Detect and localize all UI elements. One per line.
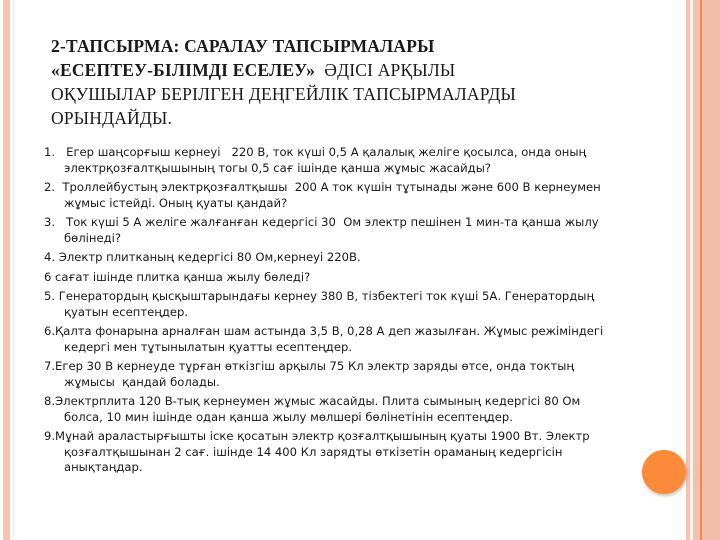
task-text-cont: анықтаңдар. xyxy=(64,460,143,474)
task-list xyxy=(44,145,664,480)
task-item-1 xyxy=(44,145,664,176)
decorative-orange-circle-icon xyxy=(642,450,686,494)
task-text-cont: жұмысы қандай болады. xyxy=(64,374,220,389)
task-item-5 xyxy=(44,289,664,320)
task-text-cont: қозғалтқышынан 2 сағ. ішінде 14 400 Кл зарядты өткізетін ораманың кедергісін xyxy=(64,444,563,459)
task-item-8 xyxy=(44,394,664,425)
task-text-cont: қуатын есептеңдер. xyxy=(64,304,189,319)
task-text: 8.Электрплита 120 В-тық кернеумен жұмыс жасайды. Плита сымының кедергісі 80 Ом xyxy=(44,394,581,408)
task-text-cont: жұмыс істейді. Оның қуаты қандай? xyxy=(64,195,288,210)
right-border-band xyxy=(702,0,720,540)
task-text: 1. Егер шаңсорғыш кернеуі 220 В, ток күші 0,5 А қалалық желіге қосылса, онда оның xyxy=(44,145,587,159)
task-text-cont: болса, 10 мин ішінде одан қанша жылу мөлшері бөлінетінін есептеңдер. xyxy=(64,409,513,424)
title-line-3: ОҚУШЫЛАР БЕРІЛГЕН ДЕҢГЕЙЛІК ТАПСЫРМАЛАРДЫ xyxy=(51,84,516,104)
task-item-2 xyxy=(44,180,664,211)
task-text-cont: кедергі мен тұтынылатын қуатты есептеңдер. xyxy=(64,339,353,354)
left-border-bar xyxy=(3,0,10,540)
task-item-7 xyxy=(44,359,664,390)
task-item-6 xyxy=(44,324,664,355)
slide-title xyxy=(51,34,611,130)
task-text-cont: электрқозғалтқышының тогы 0,5 сағ ішінде қанша жұмыс жасайды? xyxy=(64,160,492,175)
task-text: 9.Мұнай араластырғышты іске қосатын электр қозғалтқышының қуаты 1900 Вт. Электр xyxy=(44,429,590,443)
task-text: 5. Генератордың қысқыштарындағы кернеу 380 В, тізбектегі ток күші 5А. Генератордың xyxy=(44,289,595,303)
task-item-3 xyxy=(44,215,664,246)
task-item-9 xyxy=(44,429,664,476)
task-text-cont: бөлінеді? xyxy=(64,230,121,245)
task-item-4 xyxy=(44,250,664,266)
title-line-1: 2-ТАПСЫРМА: САРАЛАУ ТАПСЫРМАЛАРЫ xyxy=(51,36,435,56)
task-text: 6.Қалта фонарына арналған шам астында 3,5 В, 0,28 А деп жазылған. Жұмыс режіміндегі xyxy=(44,324,604,338)
task-item-4-cont xyxy=(44,270,664,286)
task-text: 6 сағат ішінде плитка қанша жылу бөледі? xyxy=(44,269,311,284)
title-line-2 xyxy=(51,58,611,82)
title-method-name: «ЕСЕПТЕУ-БІЛІМДІ ЕСЕЛЕУ» xyxy=(51,60,316,80)
right-border-decoration xyxy=(686,0,720,540)
right-border-band xyxy=(693,0,700,540)
title-line-4: ОРЫНДАЙДЫ. xyxy=(51,108,173,128)
task-text: 3. Ток күші 5 А желіге жалғанған кедергісі 30 Ом электр пешінен 1 мин-та қанша жылу xyxy=(44,215,599,229)
left-border-line xyxy=(12,0,14,540)
task-text: 2. Троллейбустың электрқозғалтқышы 200 А ток күшін тұтынады және 600 В кернеумен xyxy=(44,180,601,194)
task-text: 4. Электр плитканың кедергісі 80 Ом,кернеуі 220В. xyxy=(44,250,361,264)
title-line-2-rest: ӘДІСІ АРҚЫЛЫ xyxy=(315,60,456,80)
task-text: 7.Егер 30 В кернеуде тұрған өткізгіш арқылы 75 Кл электр заряды өтсе, онда токтың xyxy=(44,359,575,373)
